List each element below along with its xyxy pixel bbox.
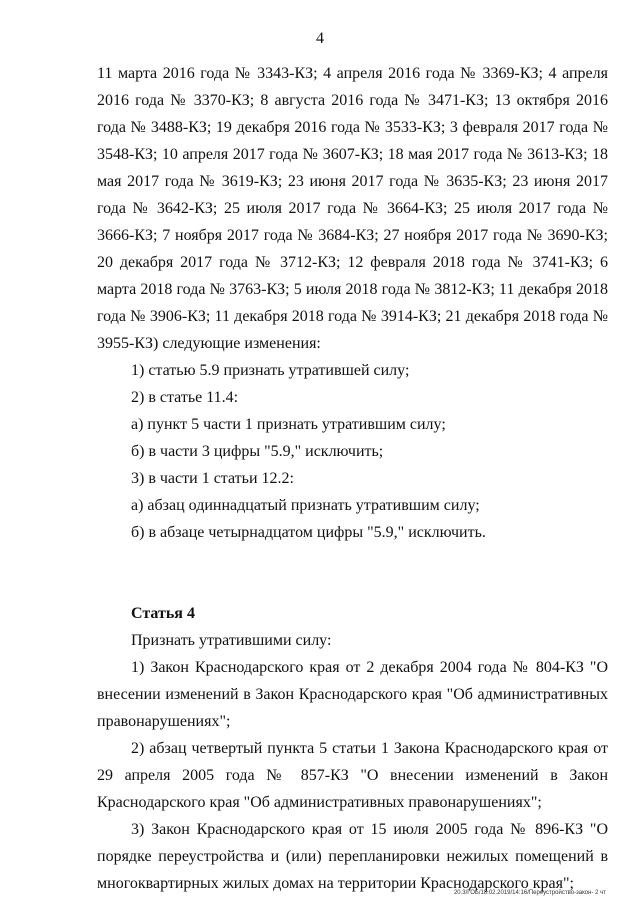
change-item: а) пункт 5 части 1 признать утратившим силу; <box>131 416 446 433</box>
change-item: 2) в статье 11.4: <box>131 389 239 406</box>
change-item: 3) в части 1 статьи 12.2: <box>131 470 294 487</box>
repeal-item: 2) абзац четвертый пункта 5 статьи 1 Закона Краснодарского края от 29 апреля 2005 года № 857-КЗ "О внесении изменений в Закон Краснодарского края "Об административных правонарушениях"; <box>97 740 608 811</box>
page-number: 4 <box>316 30 324 47</box>
change-item: б) в абзаце четырнадцатом цифры "5.9," исключить. <box>131 524 486 541</box>
repeal-item: 3) Закон Краснодарского края от 15 июля 2005 года № 896-КЗ "О порядке переустройства и (или) перепланировки нежилых помещений в многоквартирных жилых домах на территории Краснодарского края"; <box>97 821 608 892</box>
section-spacer <box>97 546 608 573</box>
changes-list <box>97 357 608 546</box>
document-footer-code: 20.3/ГОБ/18.02.2019/14:16/Переустройство-закон- 2 чт <box>453 890 606 896</box>
change-item: а) абзац одиннадцатый признать утратившим силу; <box>131 497 480 514</box>
section-spacer <box>97 573 608 600</box>
change-item: 1) статью 5.9 признать утратившей силу; <box>131 362 410 379</box>
article-intro: Признать утратившими силу: <box>131 632 332 649</box>
amendments-paragraph: 11 марта 2016 года № 3343-КЗ; 4 апреля 2016 года № 3369-КЗ; 4 апреля 2016 года № 3370-КЗ; 8 августа 2016 года № 3471-КЗ; 13 октября 2016 года № 3488-КЗ; 19 декабря 2016 года № 3533-КЗ; 3 февраля 2017 года № 3548-КЗ; 10 апреля 2017 года № 3607-КЗ; 18 мая 2017 года № 3613-КЗ; 18 мая 2017 года № 3619-КЗ; 23 июня 2017 года № 3635-КЗ; 23 июня 2017 года № 3642-КЗ; 25 июля 2017 года № 3664-КЗ; 25 июля 2017 года № 3666-КЗ; 7 ноября 2017 года № 3684-КЗ; 27 ноября 2017 года № 3690-КЗ; 20 декабря 2017 года № 3712-КЗ; 12 февраля 2018 года № 3741-КЗ; 6 марта 2018 года № 3763-КЗ; 5 июля 2018 года № 3812-КЗ; 11 декабря 2018 года № 3906-КЗ; 11 декабря 2018 года № 3914-КЗ; 21 декабря 2018 года № 3955-КЗ) следующие изменения: <box>97 65 608 352</box>
article-heading: Статья 4 <box>131 605 195 622</box>
document-body <box>97 60 608 897</box>
repeal-item: 1) Закон Краснодарского края от 2 декабря 2004 года № 804-КЗ "О внесении изменений в Закон Краснодарского края "Об административных правонарушениях"; <box>97 659 608 730</box>
change-item: б) в части 3 цифры "5.9," исключить; <box>131 443 384 460</box>
